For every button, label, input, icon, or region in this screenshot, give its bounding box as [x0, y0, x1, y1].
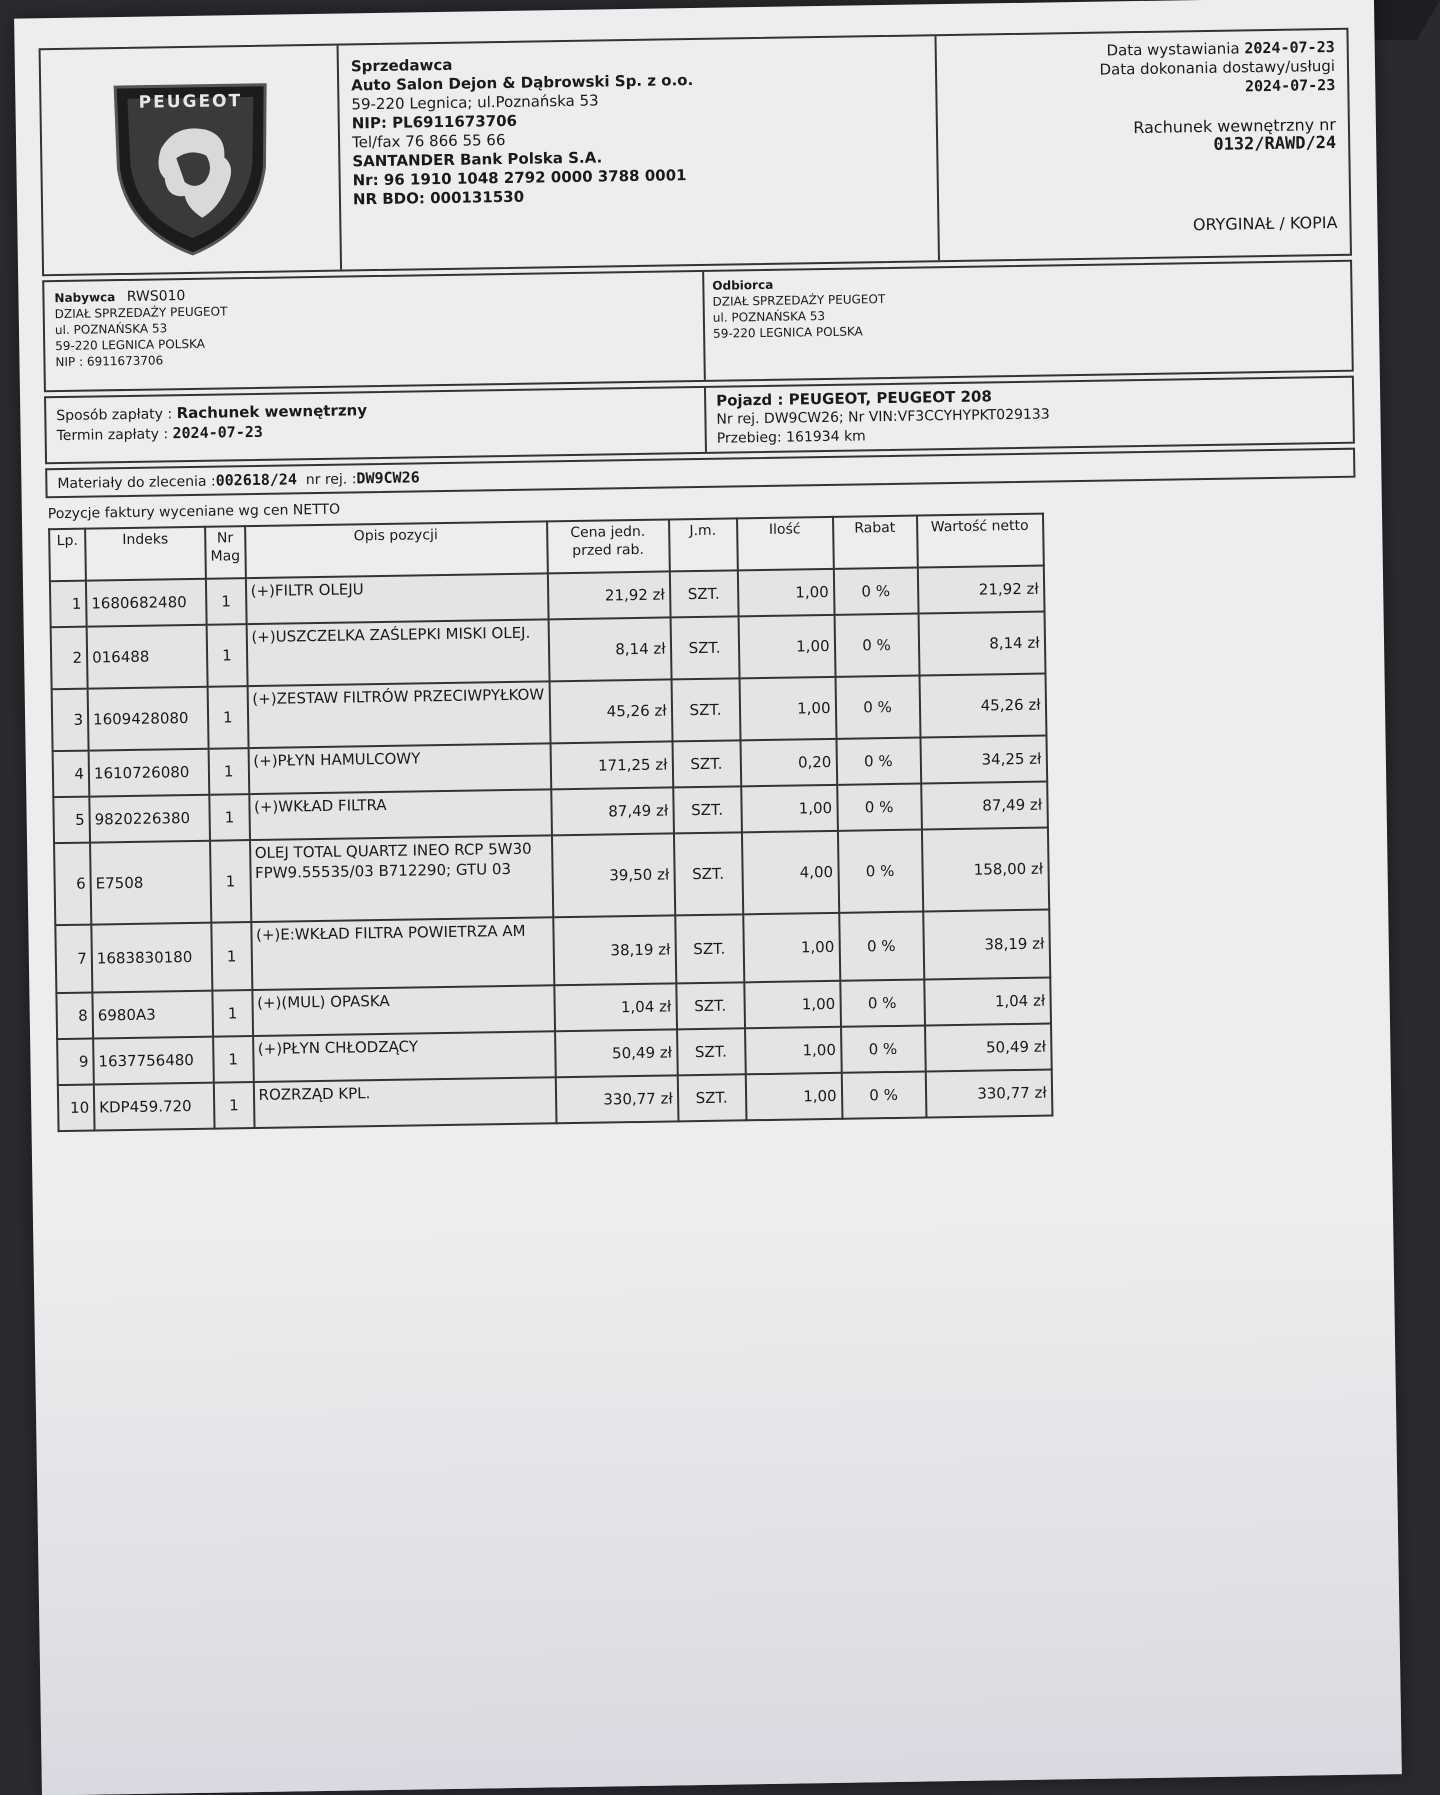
row-qty: 1,00: [739, 677, 836, 741]
col-discount: Rabat: [833, 516, 918, 569]
row-qty: 1,00: [745, 1027, 842, 1075]
row-qty: 1,00: [744, 981, 841, 1029]
row-discount: 0 %: [836, 738, 921, 785]
row-discount: 0 %: [833, 568, 918, 615]
row-discount: 0 %: [841, 1026, 926, 1073]
row-qty: 0,20: [740, 739, 837, 787]
row-lp: 10: [58, 1085, 95, 1132]
row-value: 158,00 zł: [921, 828, 1048, 912]
buyer-heading: Nabywca: [54, 290, 116, 306]
row-lp: 4: [53, 751, 90, 798]
payment-method: Rachunek wewnętrzny: [176, 401, 368, 423]
col-unit: J.m.: [669, 518, 738, 571]
row-unit: SZT.: [672, 740, 741, 787]
row-mag: 1: [212, 990, 252, 1037]
seller-bank: SANTANDER Bank Polska S.A.: [352, 148, 603, 171]
row-qty: 4,00: [742, 831, 839, 914]
materials-reg: DW9CW26: [356, 468, 420, 488]
items-table: [48, 513, 1053, 1133]
seller-name: Auto Salon Dejon & Dąbrowski Sp. z o.o.: [351, 71, 694, 95]
document-number-label: Rachunek wewnętrzny nr: [1133, 114, 1337, 138]
vehicle-block: [706, 378, 1353, 452]
buyer-nip: NIP : 6911673706: [55, 353, 164, 370]
row-unit: SZT.: [670, 616, 739, 679]
row-desc: (+)WKŁAD FILTRA: [249, 789, 552, 840]
row-lp: 1: [50, 581, 87, 628]
col-qty: Ilość: [737, 517, 834, 571]
row-discount: 0 %: [839, 912, 924, 981]
buyer-block: [44, 272, 706, 390]
buyer-line2: ul. POZNAŃSKA 53: [54, 321, 168, 338]
issue-date-label: Data wystawiania: [1106, 39, 1240, 60]
invoice-header: [39, 28, 1352, 277]
row-lp: 3: [52, 689, 89, 752]
delivery-date: 2024-07-23: [1244, 75, 1336, 96]
payment-due: 2024-07-23: [172, 422, 263, 443]
row-unit: SZT.: [677, 1028, 746, 1075]
recipient-heading: Odbiorca: [712, 277, 774, 293]
row-index: 1637756480: [93, 1037, 214, 1085]
row-price: 38,19 zł: [553, 915, 676, 985]
recipient-line1: DZIAŁ SPRZEDAŻY PEUGEOT: [712, 292, 886, 309]
seller-phone: Tel/fax 76 866 55 66: [351, 130, 506, 152]
invoice-page: [14, 0, 1402, 1795]
row-qty: 1,00: [745, 1073, 842, 1121]
row-discount: 0 %: [835, 676, 920, 739]
row-discount: 0 %: [837, 784, 922, 831]
row-price: 1,04 zł: [554, 983, 677, 1031]
row-desc: (+)ZESTAW FILTRÓW PRZECIWPYŁKOW: [247, 681, 550, 748]
row-price: 21,92 zł: [547, 571, 670, 619]
buyer-code: RWS010: [126, 288, 186, 305]
materials-reg-label: nr rej. :: [305, 471, 357, 489]
row-qty: 1,00: [738, 615, 835, 679]
logo-text: PEUGEOT: [138, 91, 243, 113]
row-mag: 1: [214, 1082, 254, 1129]
pricing-note: Pozycje faktury wyceniane wg cen NETTO: [47, 501, 341, 523]
row-unit: SZT.: [676, 982, 745, 1029]
col-mag: Nr Mag: [205, 526, 245, 579]
col-value: Wartość netto: [917, 514, 1044, 568]
row-mag: 1: [213, 1036, 253, 1083]
row-unit: SZT.: [675, 914, 744, 983]
row-index: 1610726080: [89, 749, 210, 797]
row-price: 50,49 zł: [555, 1029, 678, 1077]
row-value: 1,04 zł: [924, 978, 1051, 1026]
document-number: 0132/RAWD/24: [1213, 132, 1337, 155]
row-value: 21,92 zł: [917, 566, 1044, 614]
row-value: 45,26 zł: [919, 674, 1046, 738]
row-qty: 1,00: [743, 913, 840, 982]
row-mag: 1: [211, 922, 252, 991]
col-price: Cena jedn. przed rab.: [547, 519, 670, 573]
col-lp: Lp.: [49, 529, 86, 582]
row-unit: SZT.: [669, 570, 738, 617]
row-index: 1609428080: [88, 687, 209, 751]
row-desc: (+)(MUL) OPASKA: [252, 985, 555, 1036]
row-value: 50,49 zł: [925, 1024, 1052, 1072]
row-desc: (+)FILTR OLEJU: [245, 573, 548, 624]
row-price: 330,77 zł: [555, 1075, 678, 1123]
logo-cell: [41, 46, 342, 275]
row-lp: 6: [54, 843, 91, 926]
row-discount: 0 %: [841, 1071, 926, 1118]
peugeot-logo: [105, 77, 278, 260]
recipient-block: [704, 262, 1352, 380]
payment-block: [46, 388, 707, 462]
buyer-line1: DZIAŁ SPRZEDAŻY PEUGEOT: [54, 304, 228, 322]
row-discount: 0 %: [837, 830, 922, 913]
materials-label: Materiały do zlecenia :: [57, 473, 216, 493]
delivery-date-label: Data dokonania dostawy/usługi: [1099, 56, 1336, 79]
row-desc: (+)PŁYN HAMULCOWY: [248, 743, 551, 794]
row-desc: OLEJ TOTAL QUARTZ INEO RCP 5W30 FPW9.55535/03 B712290; GTU 03: [250, 835, 553, 922]
row-desc: (+)USZCZELKA ZAŚLEPKI MISKI OLEJ.: [246, 619, 549, 686]
row-lp: 5: [53, 797, 90, 844]
vehicle-mileage: Przebieg: 161934 km: [716, 428, 866, 447]
row-value: 87,49 zł: [921, 782, 1048, 830]
row-desc: (+)PŁYN CHŁODZĄCY: [253, 1031, 556, 1082]
row-lp: 7: [55, 925, 92, 994]
col-index: Indeks: [85, 527, 206, 581]
table-row-6: [54, 828, 1049, 926]
row-index: 1683830180: [91, 923, 212, 993]
copy-type: ORYGINAŁ / KOPIA: [1192, 212, 1338, 235]
buyer-line3: 59-220 LEGNICA POLSKA: [55, 336, 205, 354]
row-index: 9820226380: [89, 795, 210, 843]
row-unit: SZT.: [674, 832, 743, 915]
row-value: 34,25 zł: [920, 736, 1047, 784]
row-value: 8,14 zł: [918, 612, 1045, 676]
seller-nip: NIP: PL6911673706: [351, 111, 518, 133]
payment-method-label: Sposób zapłaty :: [56, 406, 173, 425]
row-qty: 1,00: [737, 569, 834, 617]
row-unit: SZT.: [677, 1074, 746, 1121]
row-discount: 0 %: [834, 614, 919, 677]
row-price: 8,14 zł: [548, 617, 671, 681]
row-index: 6980A3: [92, 991, 213, 1039]
row-value: 330,77 zł: [925, 1070, 1052, 1118]
row-unit: SZT.: [671, 678, 740, 741]
seller-account: Nr: 96 1910 1048 2792 0000 3788 0001: [352, 166, 687, 190]
row-unit: SZT.: [673, 786, 742, 833]
row-index: KDP459.720: [94, 1083, 215, 1131]
materials-order: 002618/24: [215, 470, 298, 490]
row-mag: 1: [208, 686, 249, 749]
row-price: 45,26 zł: [549, 679, 672, 743]
col-desc: Opis pozycji: [245, 521, 548, 578]
seller-heading: Sprzedawca: [350, 55, 453, 76]
row-mag: 1: [207, 624, 248, 687]
recipient-line3: 59-220 LEGNICA POLSKA: [713, 324, 863, 341]
row-mag: 1: [206, 578, 246, 625]
vehicle-title: Pojazd : PEUGEOT, PEUGEOT 208: [716, 387, 992, 410]
seller-address: 59-220 Legnica; ul.Poznańska 53: [351, 91, 599, 114]
row-qty: 1,00: [741, 785, 838, 833]
row-lp: 9: [57, 1039, 94, 1086]
row-discount: 0 %: [840, 980, 925, 1027]
row-index: 1680682480: [86, 579, 207, 627]
parties-block: [42, 260, 1354, 393]
row-desc: ROZRZĄD KPL.: [253, 1077, 556, 1128]
seller-block: [337, 36, 940, 269]
document-info: [936, 30, 1349, 260]
row-lp: 2: [51, 627, 88, 690]
row-price: 171,25 zł: [550, 741, 673, 789]
row-price: 39,50 zł: [552, 833, 675, 917]
row-lp: 8: [56, 993, 93, 1040]
row-index: E7508: [90, 841, 211, 925]
seller-bdo: NR BDO: 000131530: [352, 187, 525, 209]
row-mag: 1: [210, 840, 251, 923]
issue-date: 2024-07-23: [1244, 37, 1335, 58]
recipient-line2: ul. POZNAŃSKA 53: [712, 308, 826, 325]
payment-due-label: Termin zapłaty :: [56, 426, 169, 445]
row-desc: (+)E:WKŁAD FILTRA POWIETRZA AM: [251, 917, 554, 990]
row-mag: 1: [209, 748, 249, 795]
vehicle-reg-vin: Nr rej. DW9CW26; Nr VIN:VF3CCYHYPKT029133: [716, 406, 1050, 428]
row-mag: 1: [209, 794, 249, 841]
row-value: 38,19 zł: [923, 910, 1050, 980]
row-price: 87,49 zł: [551, 787, 674, 835]
row-index: 016488: [87, 625, 208, 689]
